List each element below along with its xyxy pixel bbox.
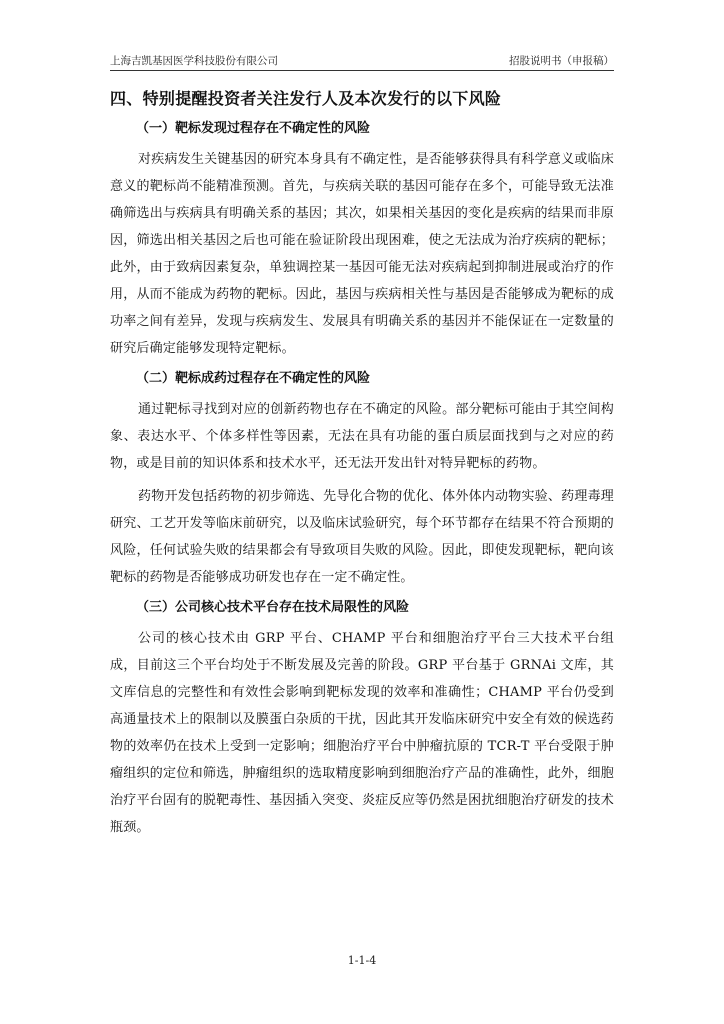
subsection-title-3: （三）公司核心技术平台存在技术局限性的风险 <box>136 600 410 615</box>
document-body <box>110 86 614 847</box>
paragraph-3-1: 公司的核心技术由 GRP 平台、CHAMP 平台和细胞治疗平台三大技术平台组成，目前这三个平台均处于不断发展及完善的阶段。GRP 平台基于 GRNAi 文库，其文库信息的完整性和有效性会影响到靶标发现的效率和准确性；CHAMP 平台仍受到高通量技术上的限制以及膜蛋白杂质的干扰，因此其开发临床研究中安全有效的候选药物的效率仍在技术上受到一定影响；细胞治疗平台中肿瘤抗原的 TCR-T 平台受限于肿瘤组织的定位和筛选，肿瘤组织的选取精度影响到细胞治疗产品的准确性，此外，细胞治疗平台固有的脱靶毒性、基因插入突变、炎症反应等仍然是困扰细胞治疗研发的技术瓶颈。 <box>110 631 614 835</box>
page-number: 1-1-4 <box>347 954 377 967</box>
paragraph-2-2: 药物开发包括药物的初步筛选、先导化合物的优化、体外体内动物实验、药理毒理研究、工艺开发等临床前研究，以及临床试验研究，每个环节都存在结果不符合预期的风险，任何试验失败的结果都会有导致项目失败的风险。因此，即使发现靶标，靶向该靶标的药物是否能够成功研发也存在一定不确定性。 <box>110 489 614 585</box>
page-header <box>110 50 614 68</box>
header-divider <box>110 70 614 71</box>
subsection-title-2: （二）靶标成药过程存在不确定性的风险 <box>136 371 371 386</box>
paragraph-1-1: 对疾病发生关键基因的研究本身具有不确定性，是否能够获得具有科学意义或临床意义的靶标尚不能精准预测。首先，与疾病关联的基因可能存在多个，可能导致无法准确筛选出与疾病具有明确关系的基因；其次，如果相关基因的变化是疾病的结果而非原因，筛选出相关基因之后也可能在验证阶段出现困难，使之无法成为治疗疾病的靶标；此外，由于致病因素复杂，单独调控某一基因可能无法对疾病起到抑制进展或治疗的作用，从而不能成为药物的靶标。因此，基因与疾病相关性与基因是否能够成为靶标的成功率之间有差异，发现与疾病发生、发展具有明确关系的基因并不能保证在一定数量的研究后确定能够发现特定靶标。 <box>110 152 614 356</box>
header-document-title: 招股说明书（申报稿） <box>509 55 614 67</box>
subsection-title-1: （一）靶标发现过程存在不确定性的风险 <box>136 121 371 136</box>
paragraph-2-1: 通过靶标寻找到对应的创新药物也存在不确定的风险。部分靶标可能由于其空间构象、表达水平、个体多样性等因素，无法在具有功能的蛋白质层面找到与之对应的药物，或是目前的知识体系和技术水平，还无法开发出针对特异靶标的药物。 <box>110 402 614 471</box>
header-company-name: 上海吉凯基因医学科技股份有限公司 <box>110 55 278 67</box>
section-title: 四、特别提醒投资者关注发行人及本次发行的以下风险 <box>110 89 502 108</box>
